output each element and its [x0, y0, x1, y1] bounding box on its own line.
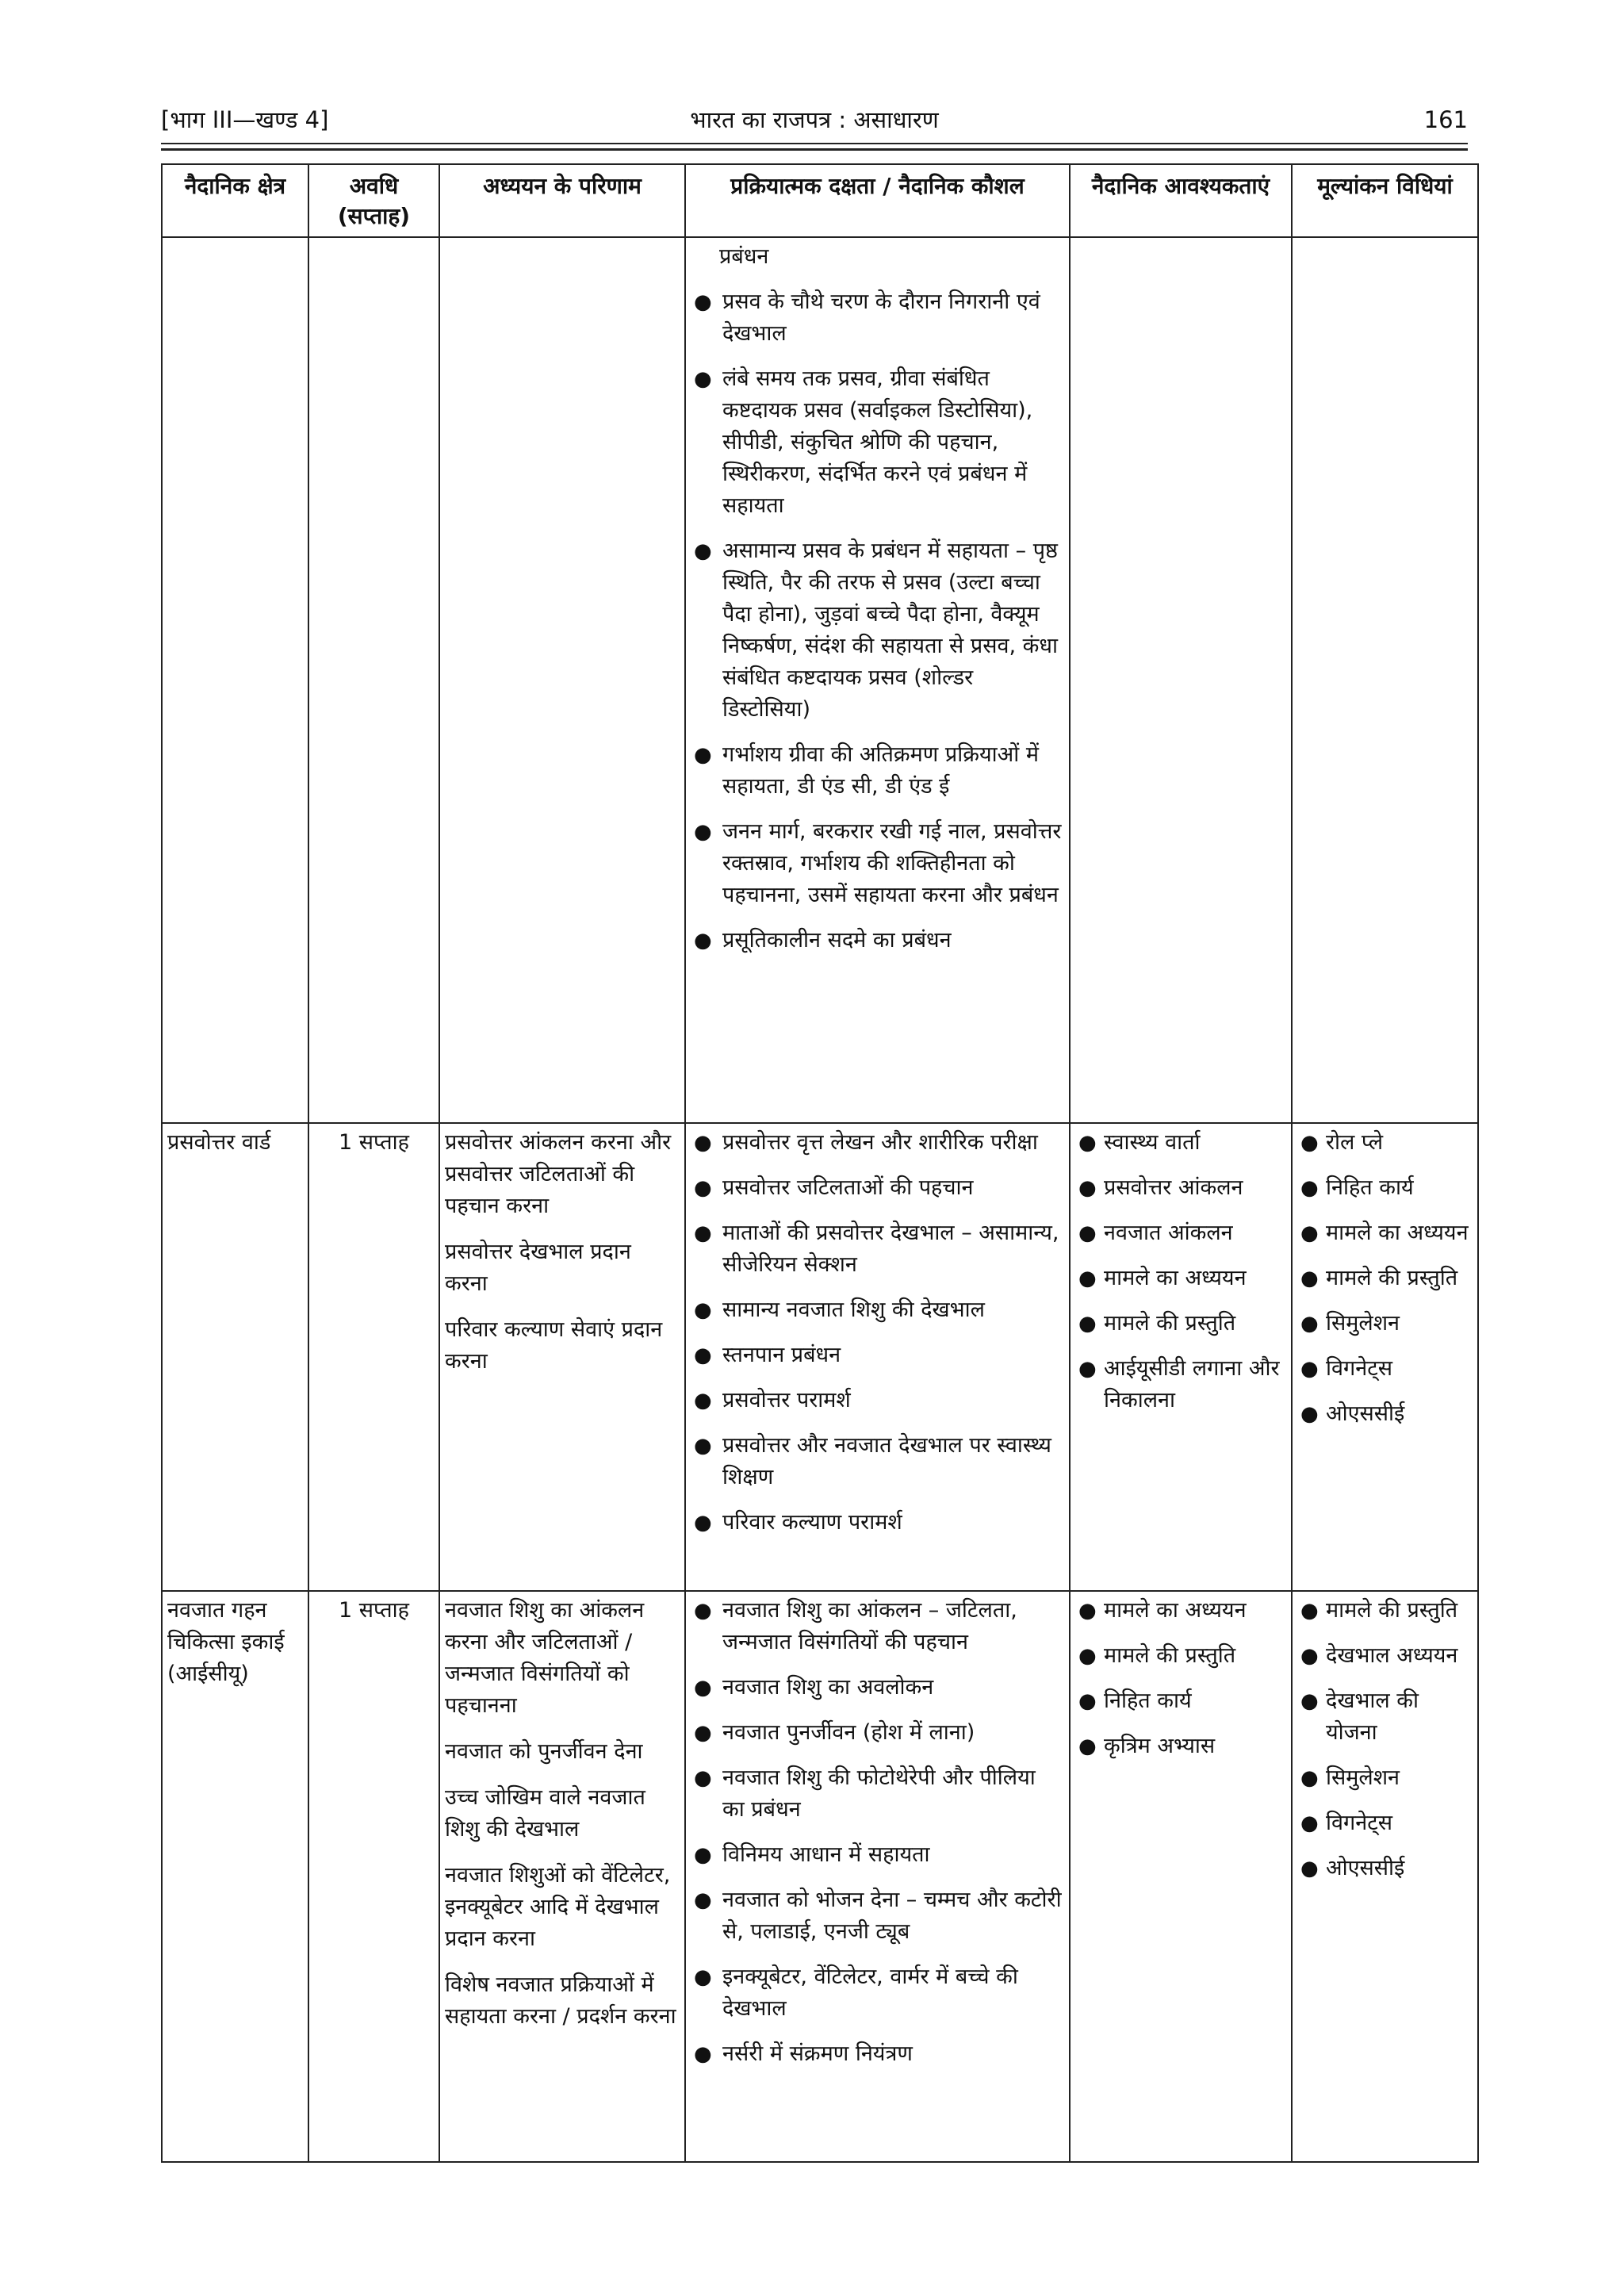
- bullet-icon: ●: [694, 1434, 712, 1458]
- skill-continuation: प्रबंधन: [719, 244, 769, 269]
- page-number: 161: [1423, 106, 1468, 133]
- bullet-icon: ●: [1078, 1267, 1097, 1290]
- bullet-icon: ●: [694, 2042, 712, 2066]
- skill-text: नवजात शिशु की फोटोथेरेपी और पीलिया का प्रबंधन: [722, 1765, 1036, 1822]
- bullet-icon: ●: [694, 367, 712, 391]
- list-item: [691, 286, 1064, 350]
- list-item: [691, 1385, 1064, 1416]
- bullet-icon: ●: [694, 929, 712, 953]
- learning-outcome: परिवार कल्याण सेवाएं प्रदान करना: [445, 1317, 663, 1374]
- list-item: [1297, 1308, 1473, 1340]
- assessment-text: सिमुलेशन: [1326, 1765, 1400, 1790]
- requirement-text: स्वास्थ्य वार्ता: [1104, 1130, 1201, 1155]
- header-publication-title: भारत का राजपत्र : असाधारण: [690, 106, 939, 133]
- cell-clinical-requirements: [1070, 237, 1292, 1123]
- bullet-icon: ●: [694, 1389, 712, 1412]
- assessment-text: ओएससीई: [1326, 1856, 1405, 1880]
- table-row: [162, 237, 1478, 1123]
- bullet-icon: ●: [694, 820, 712, 844]
- list-item: [1075, 1308, 1286, 1340]
- requirement-text: मामले की प्रस्तुति: [1104, 1643, 1236, 1668]
- col-header-assessment-methods: मूल्यांकन विधियां: [1292, 164, 1478, 237]
- header-rule-thick: [161, 148, 1468, 151]
- skill-text: प्रसवोत्तर और नवजात देखभाल पर स्वास्थ्य शिक्षण: [722, 1433, 1051, 1489]
- bullet-icon: ●: [694, 1343, 712, 1367]
- list-item: [691, 1340, 1064, 1371]
- skill-text: सामान्य नवजात शिशु की देखभाल: [722, 1297, 985, 1322]
- learning-outcome: नवजात शिशु का आंकलन करना और जटिलताओं / जन्मजात विसंगतियों को पहचानना: [445, 1598, 645, 1718]
- requirement-text: प्रसवोत्तर आंकलन: [1104, 1175, 1243, 1200]
- list-item: [1297, 1807, 1473, 1839]
- bullet-icon: ●: [1300, 1267, 1319, 1290]
- bullet-icon: ●: [1300, 1689, 1319, 1713]
- skill-text: असामान्य प्रसव के प्रबंधन में सहायता – पृष्ठ स्थिति, पैर की तरफ से प्रसव (उल्टा बच्चा पैदा होना), जुड़वां बच्चे पैदा होना, वैक्यूम निष्कर्षण, संदंश की सहायता से प्रसव, कंधा संबंधित कष्टदायक प्रसव (शोल्डर डिस्टोसिया): [722, 539, 1059, 722]
- assessment-text: देखभाल अध्ययन: [1326, 1643, 1458, 1668]
- cell-procedural-skills: [685, 1123, 1070, 1591]
- cell-duration: [308, 237, 439, 1123]
- cell-duration: 1 सप्ताह: [308, 1591, 439, 2162]
- list-item: [1297, 1398, 1473, 1430]
- skill-text: प्रसवोत्तर परामर्श: [722, 1388, 851, 1412]
- list-item: [1297, 1172, 1473, 1204]
- col-header-clinical-requirements: नैदानिक आवश्यकताएं: [1070, 164, 1292, 237]
- skill-text: गर्भाशय ग्रीवा की अतिक्रमण प्रक्रियाओं में सहायता, डी एंड सी, डी एंड ई: [722, 742, 1039, 799]
- cell-clinical-requirements: [1070, 1123, 1292, 1591]
- assessment-text: विगनेट्स: [1326, 1356, 1393, 1381]
- assessment-text: देखभाल की योजना: [1326, 1688, 1419, 1745]
- bullet-icon: ●: [1078, 1734, 1097, 1758]
- list-item: [691, 739, 1064, 803]
- requirement-text: निहित कार्य: [1104, 1688, 1192, 1713]
- list-item: [691, 925, 1064, 956]
- bullet-icon: ●: [1300, 1644, 1319, 1668]
- bullet-icon: ●: [1078, 1221, 1097, 1245]
- bullet-icon: ●: [694, 1888, 712, 1912]
- bullet-icon: ●: [694, 1131, 712, 1155]
- list-item: [1075, 1127, 1286, 1159]
- bullet-icon: ●: [1300, 1766, 1319, 1790]
- list-item: [691, 1961, 1064, 2025]
- col-header-duration: अवधि (सप्ताह): [308, 164, 439, 237]
- cell-learning-outcomes: [439, 1123, 685, 1591]
- bullet-icon: ●: [694, 1511, 712, 1535]
- page-header: [161, 102, 1468, 138]
- assessment-text: निहित कार्य: [1326, 1175, 1414, 1200]
- bullet-icon: ●: [1300, 1312, 1319, 1336]
- learning-outcome: उच्च जोखिम वाले नवजात शिशु की देखभाल: [445, 1785, 645, 1842]
- cell-assessment-methods: [1292, 1123, 1478, 1591]
- bullet-icon: ●: [1078, 1689, 1097, 1713]
- assessment-text: सिमुलेशन: [1326, 1311, 1400, 1336]
- table-row: [162, 1591, 1478, 2162]
- list-item: [691, 363, 1064, 522]
- list-item: [1297, 1353, 1473, 1385]
- cell-assessment-methods: [1292, 237, 1478, 1123]
- table-row: [162, 1123, 1478, 1591]
- bullet-icon: ●: [1300, 1599, 1319, 1623]
- bullet-icon: ●: [1300, 1357, 1319, 1381]
- skill-text: नवजात शिशु का आंकलन – जटिलता, जन्मजात विसंगतियों की पहचान: [722, 1598, 1017, 1654]
- bullet-icon: ●: [694, 1676, 712, 1700]
- skill-text: नवजात को भोजन देना – चम्मच और कटोरी से, पलाडाई, एनजी ट्यूब: [722, 1888, 1062, 1944]
- cell-learning-outcomes: [439, 1591, 685, 2162]
- bullet-icon: ●: [694, 1176, 712, 1200]
- list-item: [1075, 1595, 1286, 1627]
- list-item: [1297, 1685, 1473, 1749]
- list-item: [691, 816, 1064, 911]
- learning-outcome: प्रसवोत्तर आंकलन करना और प्रसवोत्तर जटिलताओं की पहचान करना: [445, 1130, 672, 1218]
- skill-text: प्रसवोत्तर वृत्त लेखन और शारीरिक परीक्षा: [722, 1130, 1038, 1155]
- skill-text: प्रसव के चौथे चरण के दौरान निगरानी एवं देखभाल: [722, 289, 1040, 346]
- assessment-text: मामले की प्रस्तुति: [1326, 1266, 1458, 1290]
- bullet-icon: ●: [694, 1298, 712, 1322]
- skill-text: प्रसवोत्तर जटिलताओं की पहचान: [722, 1175, 974, 1200]
- skill-text: इनक्यूबेटर, वेंटिलेटर, वार्मर में बच्चे की देखभाल: [722, 1964, 1018, 2021]
- list-item: [1297, 1217, 1473, 1249]
- bullet-icon: ●: [1300, 1221, 1319, 1245]
- header-section-label: [भाग III—खण्ड 4]: [161, 106, 329, 133]
- skill-text: स्तनपान प्रबंधन: [722, 1343, 841, 1367]
- learning-outcome: नवजात को पुनर्जीवन देना: [445, 1739, 643, 1764]
- bullet-icon: ●: [1300, 1131, 1319, 1155]
- list-item: [1297, 1640, 1473, 1672]
- list-item: [691, 1717, 1064, 1749]
- assessment-text: मामले का अध्ययन: [1326, 1221, 1469, 1245]
- cell-clinical-requirements: [1070, 1591, 1292, 2162]
- bullet-icon: ●: [1078, 1644, 1097, 1668]
- list-item: [691, 1595, 1064, 1658]
- col-header-learning-outcomes: अध्ययन के परिणाम: [439, 164, 685, 237]
- bullet-icon: ●: [694, 1721, 712, 1745]
- bullet-icon: ●: [694, 290, 712, 314]
- bullet-icon: ●: [1300, 1811, 1319, 1835]
- list-item: [1297, 1263, 1473, 1294]
- list-item: [691, 1217, 1064, 1281]
- requirement-text: आईयूसीडी लगाना और निकालना: [1104, 1356, 1280, 1412]
- list-item: [691, 2038, 1064, 2070]
- assessment-text: ओएससीई: [1326, 1401, 1405, 1426]
- list-item: [691, 1762, 1064, 1826]
- cell-duration: 1 सप्ताह: [308, 1123, 439, 1591]
- assessment-text: विगनेट्स: [1326, 1811, 1393, 1835]
- learning-outcome: विशेष नवजात प्रक्रियाओं में सहायता करना / प्रदर्शन करना: [445, 1972, 676, 2029]
- bullet-icon: ●: [694, 1843, 712, 1867]
- cell-assessment-methods: [1292, 1591, 1478, 2162]
- requirement-text: मामले की प्रस्तुति: [1104, 1311, 1236, 1336]
- list-item: [1297, 1127, 1473, 1159]
- skill-text: विनिमय आधान में सहायता: [722, 1842, 930, 1867]
- bullet-icon: ●: [1300, 1176, 1319, 1200]
- cell-procedural-skills: [685, 237, 1070, 1123]
- table-header-row: [162, 164, 1478, 237]
- bullet-icon: ●: [1078, 1176, 1097, 1200]
- list-item: [1075, 1353, 1286, 1416]
- skill-text: लंबे समय तक प्रसव, ग्रीवा संबंधित कष्टदायक प्रसव (सर्वाइकल डिस्टोसिया), सीपीडी, संकुचित श्रोणि की पहचान, स्थिरीकरण, संदर्भित करने एवं प्रबंधन में सहायता: [722, 366, 1033, 518]
- list-item: [1075, 1263, 1286, 1294]
- bullet-icon: ●: [1078, 1599, 1097, 1623]
- list-item: [1075, 1731, 1286, 1762]
- cell-procedural-skills: [685, 1591, 1070, 2162]
- list-item: [1297, 1853, 1473, 1884]
- curriculum-table: [161, 163, 1479, 2163]
- bullet-icon: ●: [1078, 1131, 1097, 1155]
- learning-outcome: नवजात शिशुओं को वेंटिलेटर, इनक्यूबेटर आदि में देखभाल प्रदान करना: [445, 1863, 671, 1951]
- requirement-text: मामले का अध्ययन: [1104, 1598, 1247, 1623]
- skill-text: परिवार कल्याण परामर्श: [722, 1510, 902, 1535]
- list-item: [691, 1172, 1064, 1204]
- bullet-icon: ●: [1300, 1857, 1319, 1880]
- skill-text: जनन मार्ग, बरकरार रखी गई नाल, प्रसवोत्तर रक्तस्राव, गर्भाशय की शक्तिहीनता को पहचानना, उसमें सहायता करना और प्रबंधन: [722, 819, 1062, 907]
- cell-learning-outcomes: [439, 237, 685, 1123]
- cell-clinical-area: [162, 237, 308, 1123]
- requirement-text: नवजात आंकलन: [1104, 1221, 1233, 1245]
- list-item: [691, 1294, 1064, 1326]
- col-header-clinical-area: नैदानिक क्षेत्र: [162, 164, 308, 237]
- skill-text: नर्सरी में संक्रमण नियंत्रण: [722, 2041, 913, 2066]
- list-item: [691, 1127, 1064, 1159]
- cell-clinical-area: प्रसवोत्तर वार्ड: [162, 1123, 308, 1591]
- list-item: [1075, 1172, 1286, 1204]
- assessment-text: रोल प्ले: [1326, 1130, 1384, 1155]
- cell-clinical-area: नवजात गहन चिकित्सा इकाई (आईसीयू): [162, 1591, 308, 2162]
- skill-text: नवजात पुनर्जीवन (होश में लाना): [722, 1720, 975, 1745]
- list-item: [691, 1430, 1064, 1493]
- list-item: [1075, 1640, 1286, 1672]
- bullet-icon: ●: [694, 539, 712, 563]
- requirement-text: मामले का अध्ययन: [1104, 1266, 1247, 1290]
- bullet-icon: ●: [694, 743, 712, 767]
- bullet-icon: ●: [1078, 1357, 1097, 1381]
- skill-text: प्रसूतिकालीन सदमे का प्रबंधन: [722, 928, 952, 953]
- bullet-icon: ●: [694, 1221, 712, 1245]
- bullet-icon: ●: [694, 1766, 712, 1790]
- requirement-text: कृत्रिम अभ्यास: [1104, 1734, 1216, 1758]
- list-item: [691, 1672, 1064, 1704]
- list-item: [691, 535, 1064, 726]
- list-item: [691, 1839, 1064, 1871]
- bullet-icon: ●: [1078, 1312, 1097, 1336]
- list-item: [1075, 1685, 1286, 1717]
- list-item: [691, 1507, 1064, 1539]
- header-rule-thin: [161, 143, 1468, 144]
- bullet-icon: ●: [1300, 1402, 1319, 1426]
- list-item: [1075, 1217, 1286, 1249]
- bullet-icon: ●: [694, 1965, 712, 1989]
- skill-text: नवजात शिशु का अवलोकन: [722, 1675, 934, 1700]
- skill-text: माताओं की प्रसवोत्तर देखभाल – असामान्य, सीजेरियन सेक्शन: [722, 1221, 1059, 1277]
- list-item: [1297, 1595, 1473, 1627]
- list-item: [691, 1884, 1064, 1948]
- col-header-procedural-skills: प्रक्रियात्मक दक्षता / नैदानिक कौशल: [685, 164, 1070, 237]
- bullet-icon: ●: [694, 1599, 712, 1623]
- assessment-text: मामले की प्रस्तुति: [1326, 1598, 1458, 1623]
- learning-outcome: प्रसवोत्तर देखभाल प्रदान करना: [445, 1240, 631, 1296]
- list-item: [1297, 1762, 1473, 1794]
